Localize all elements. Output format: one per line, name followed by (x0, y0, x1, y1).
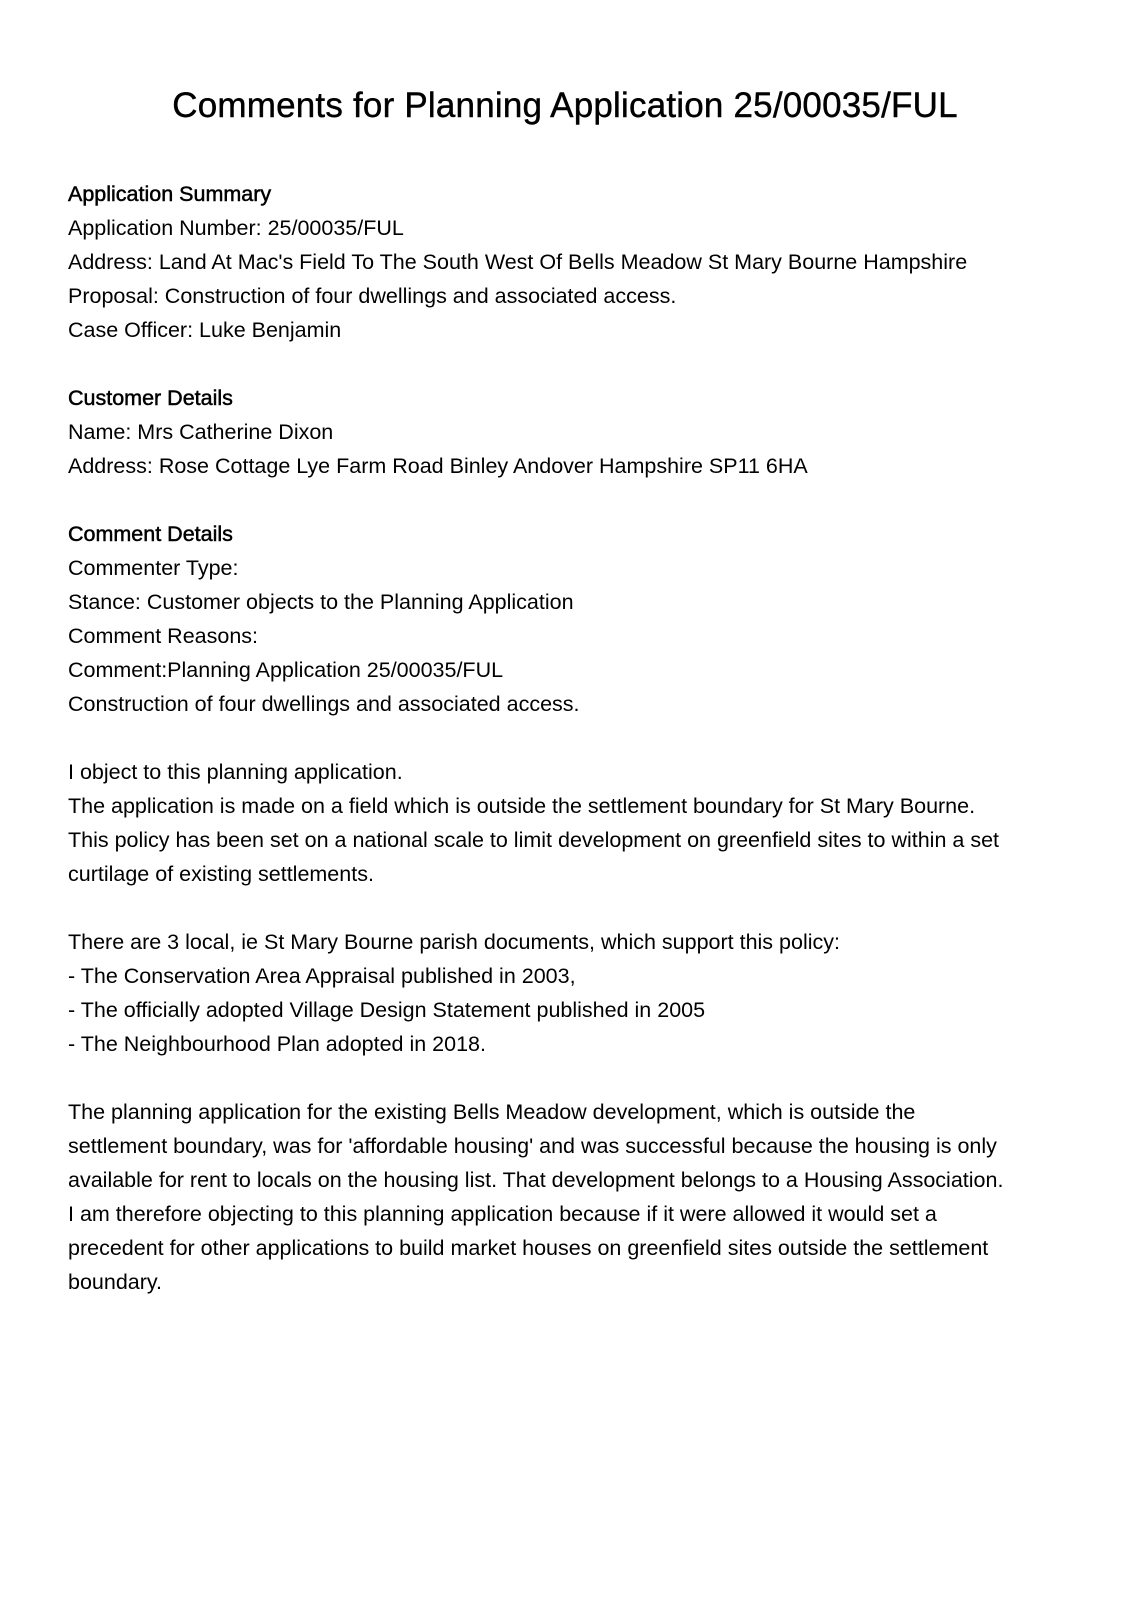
application-proposal: Proposal: Construction of four dwellings and associated access. (68, 284, 677, 308)
customer-name: Name: Mrs Catherine Dixon (68, 420, 334, 444)
comment-title-line: Comment:Planning Application 25/00035/FUL (68, 658, 504, 682)
commenter-type: Commenter Type: (68, 556, 239, 580)
comment-paragraph-1 (68, 755, 1062, 891)
comment-line: I object to this planning application. (68, 760, 403, 784)
comment-details-section (68, 517, 1062, 721)
comment-line: The application is made on a field which is outside the settlement boundary for St Mary Bourne. (68, 794, 976, 818)
comment-line: precedent for other applications to build market houses on greenfield sites outside the settlement (68, 1236, 989, 1260)
customer-details-heading: Customer Details (68, 386, 233, 410)
stance: Stance: Customer objects to the Planning Application (68, 590, 574, 614)
application-summary-heading: Application Summary (68, 182, 272, 206)
comment-line: curtilage of existing settlements. (68, 862, 374, 886)
case-officer: Case Officer: Luke Benjamin (68, 318, 342, 342)
comment-list-item: - The officially adopted Village Design Statement published in 2005 (68, 998, 706, 1022)
customer-details-section (68, 381, 1062, 483)
comment-line: The planning application for the existing Bells Meadow development, which is outside the (68, 1100, 916, 1124)
comment-line: There are 3 local, ie St Mary Bourne parish documents, which support this policy: (68, 930, 840, 954)
comment-line: available for rent to locals on the housing list. That development belongs to a Housing Association. (68, 1168, 1004, 1192)
comment-reasons: Comment Reasons: (68, 624, 258, 648)
comment-line: settlement boundary, was for 'affordable housing' and was successful because the housing is only (68, 1134, 997, 1158)
comment-list-item: - The Neighbourhood Plan adopted in 2018. (68, 1032, 486, 1056)
customer-address: Address: Rose Cottage Lye Farm Road Binley Andover Hampshire SP11 6HA (68, 454, 808, 478)
comment-proposal-line: Construction of four dwellings and associated access. (68, 692, 580, 716)
page-title: Comments for Planning Application 25/00035/FUL (172, 86, 958, 125)
comment-line: boundary. (68, 1270, 163, 1294)
application-number: Application Number: 25/00035/FUL (68, 216, 404, 240)
comment-body (68, 755, 1062, 1299)
comment-paragraph-3 (68, 1095, 1062, 1299)
comment-list-item: - The Conservation Area Appraisal published in 2003, (68, 964, 576, 988)
comment-line: This policy has been set on a national scale to limit development on greenfield sites to within a set (68, 828, 999, 852)
application-address: Address: Land At Mac's Field To The South West Of Bells Meadow St Mary Bourne Hampshire (68, 250, 968, 274)
document-content (68, 177, 1062, 1299)
application-summary-section (68, 177, 1062, 347)
comment-paragraph-2 (68, 925, 1062, 1061)
comment-details-heading: Comment Details (68, 522, 233, 546)
comment-line: I am therefore objecting to this planning application because if it were allowed it would set a (68, 1202, 937, 1226)
